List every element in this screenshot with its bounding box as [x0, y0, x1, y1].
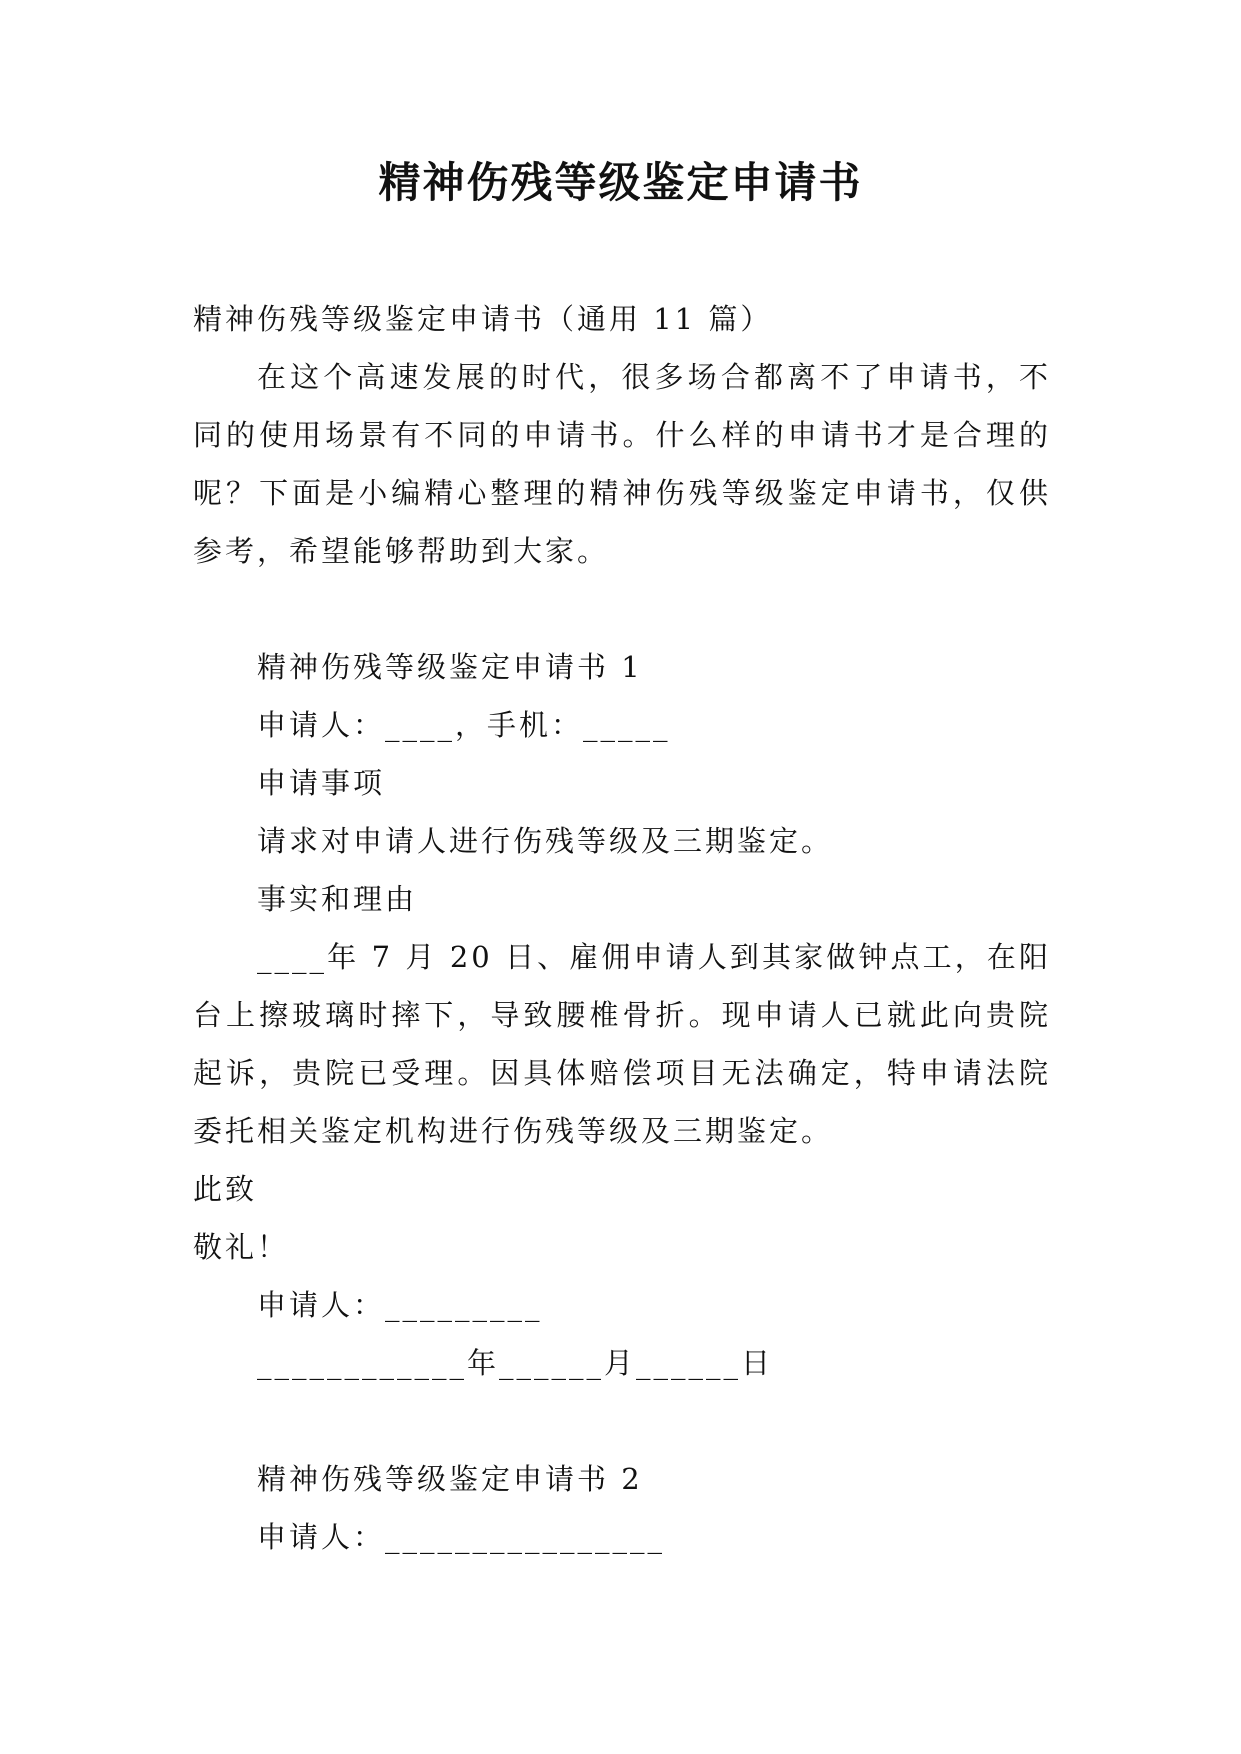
section-1-closing-2: 敬礼！	[193, 1230, 290, 1264]
section-1-matter-heading: 申请事项	[257, 766, 386, 800]
section-1-facts-heading: 事实和理由	[257, 882, 418, 916]
document-title: 精神伤残等级鉴定申请书	[378, 158, 863, 207]
section-1-heading: 精神伤残等级鉴定申请书 1	[257, 650, 643, 684]
section-1-matter-text: 请求对申请人进行伤残等级及三期鉴定。	[257, 824, 834, 858]
intro-paragraph: 在这个高速发展的时代，很多场合都离不了申请书，不同的使用场景有不同的申请书。什么样的申请书才是合理的呢？下面是小编精心整理的精神伤残等级鉴定申请书，仅供参考，希望能够帮助到大家。	[193, 360, 1051, 568]
section-1-date: ____________年______月______日	[257, 1346, 774, 1380]
document-body	[193, 290, 1051, 1566]
section-1-closing-1: 此致	[193, 1172, 258, 1206]
spacer	[193, 580, 1051, 638]
spacer	[193, 1392, 1051, 1450]
section-2-applicant-line: 申请人：________________	[257, 1520, 666, 1554]
section-1-signature: 申请人：_________	[257, 1288, 543, 1322]
section-1-facts-text: ____年 7 月 20 日、雇佣申请人到其家做钟点工，在阳台上擦玻璃时摔下，导致腰椎骨折。现申请人已就此向贵院起诉，贵院已受理。因具体赔偿项目无法确定，特申请法院委托相关鉴定机构进行伤残等级及三期鉴定。	[193, 940, 1051, 1148]
document-subtitle: 精神伤残等级鉴定申请书（通用 11 篇）	[193, 302, 773, 336]
section-1-applicant-line: 申请人：____，手机：_____	[257, 708, 671, 742]
section-2-heading: 精神伤残等级鉴定申请书 2	[257, 1462, 643, 1496]
